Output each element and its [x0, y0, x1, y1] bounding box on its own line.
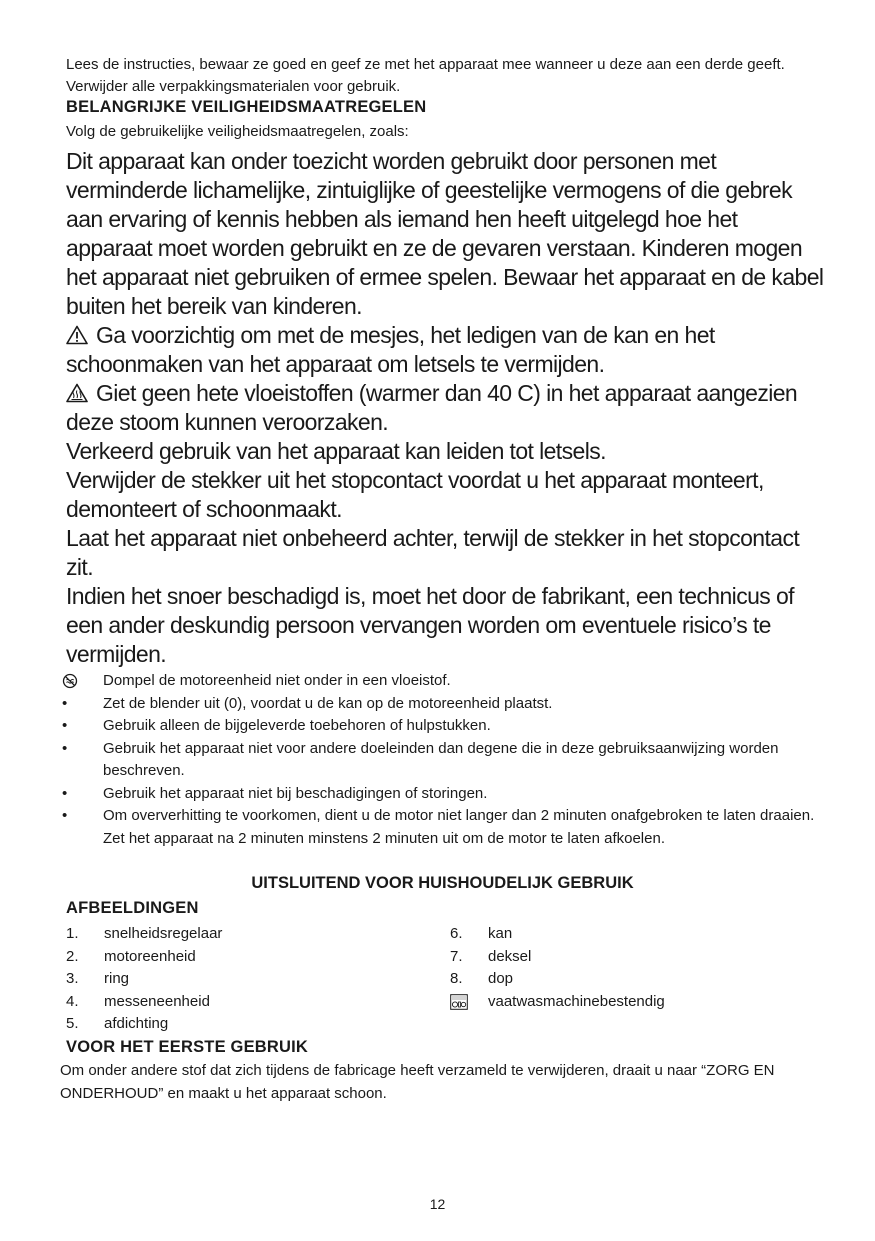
unattended-warning: Laat het apparaat niet onbeheerd achter, terwijl de stekker in het stopcontact zit.	[66, 525, 800, 580]
bullet: •	[62, 739, 68, 757]
list-item-text: Om oververhitting te voorkomen, dient u de motor niet langer dan 2 minuten onafgebroken te laten draaien. Zet het apparaat na 2 minuten minstens 2 minuten uit om de motor te laten afkoelen.	[103, 807, 815, 847]
part-label: ring	[104, 970, 130, 987]
list-item	[62, 715, 822, 738]
part-label: motoreenheid	[104, 947, 196, 965]
bullet: •	[62, 717, 68, 734]
safety-list	[62, 670, 822, 850]
part-number: 1.	[66, 925, 79, 942]
part-label: snelheidsregelaar	[104, 925, 223, 942]
part-item	[450, 923, 810, 946]
bullet: •	[62, 694, 68, 712]
part-item	[66, 946, 426, 969]
warning-triangle-icon	[66, 325, 88, 345]
cord-warning: Indien het snoer beschadigd is, moet het door de fabrikant, een technicus of een ander deskundig persoon vervangen worden om eventuele risico’s te vermijden.	[66, 583, 794, 667]
supervision-warning: Dit apparaat kan onder toezicht worden gebruikt door personen met verminderde lichamelijke, zintuiglijke of geestelijke vermogens of die gebrek aan ervaring of kennis hebben als iemand hen heeft uitgelegd hoe het apparaat moet worden gebruikt en ze de gevaren verstaan. Kinderen mogen het apparaat niet gebruiken of ermee spelen. Bewaar het apparaat en de kabel buiten het bereik van kinderen.	[66, 148, 824, 319]
list-item-text: Gebruik alleen de bijgeleverde toebehoren of hulpstukken.	[103, 717, 491, 734]
part-label: messeneenheid	[104, 992, 210, 1010]
list-item-text: Dompel de motoreenheid niet onder in een vloeistof.	[103, 672, 451, 689]
list-item-text: Zet de blender uit (0), voordat u de kan op de motoreenheid plaatst.	[103, 694, 553, 712]
figures-heading: AFBEELDINGEN	[66, 899, 199, 917]
part-number: 4.	[66, 992, 79, 1010]
part-label: vaatwasmachinebestendig	[488, 992, 665, 1010]
hot-liquid-warning-text: Giet geen hete vloeistoffen (warmer dan 40 C) in het apparaat aangezien deze stoom kunnen veroorzaken.	[66, 380, 798, 435]
dishwasher-safe-icon	[450, 994, 468, 1010]
list-item	[62, 805, 822, 850]
list-item-text: Gebruik het apparaat niet bij beschadigingen of storingen.	[103, 784, 488, 802]
bullet: •	[62, 784, 68, 802]
no-immerse-icon	[62, 673, 78, 689]
parts-list-left	[66, 923, 426, 1036]
first-use-paragraph	[60, 1060, 840, 1105]
blade-warning	[66, 321, 826, 379]
list-item	[62, 738, 822, 783]
part-number: 2.	[66, 947, 79, 965]
part-item	[66, 1013, 426, 1036]
list-item	[62, 693, 822, 716]
safety-heading: BELANGRIJKE VEILIGHEIDSMAATREGELEN	[66, 98, 427, 116]
blade-warning-text: Ga voorzichtig om met de mesjes, het ledigen van de kan en het schoonmaken van het apparaat om letsels te vermijden.	[66, 322, 715, 377]
part-item	[66, 968, 426, 991]
list-item-text: Gebruik het apparaat niet voor andere doeleinden dan degene die in deze gebruiksaanwijzing worden beschreven.	[103, 739, 779, 779]
part-number: 6.	[450, 925, 463, 942]
part-item	[450, 991, 810, 1014]
part-item	[450, 946, 810, 969]
page-number: 12	[429, 1196, 446, 1212]
misuse-warning: Verkeerd gebruik van het apparaat kan leiden tot letsels.	[66, 438, 606, 464]
intro-paragraph	[66, 54, 826, 98]
unplug-warning: Verwijder de stekker uit het stopcontact voordat u het apparaat monteert, demonteert of schoonmaakt.	[66, 467, 764, 522]
intro-text: Lees de instructies, bewaar ze goed en geef ze met het apparaat mee wanneer u deze aan een derde geeft. Verwijder alle verpakkingsmaterialen voor gebruik.	[66, 56, 785, 95]
safety-subheading: Volg de gebruikelijke veiligheidsmaatregelen, zoals:	[66, 123, 409, 140]
hot-surface-warning-icon	[66, 383, 88, 403]
part-number: 3.	[66, 970, 79, 987]
list-item	[62, 783, 822, 806]
part-label: dop	[488, 970, 514, 987]
part-number: 5.	[66, 1015, 79, 1032]
part-number: 7.	[450, 947, 463, 965]
part-item	[450, 968, 810, 991]
first-use-text: Om onder andere stof dat zich tijdens de fabricage heeft verzameld te verwijderen, draait u naar “ZORG EN ONDERHOUD” en maakt u het apparaat schoon.	[60, 1062, 775, 1102]
part-item	[66, 923, 426, 946]
part-number: 8.	[450, 970, 463, 987]
bullet: •	[62, 807, 68, 824]
first-use-heading: VOOR HET EERSTE GEBRUIK	[66, 1038, 309, 1056]
part-label: kan	[488, 925, 513, 942]
household-only-notice: UITSLUITEND VOOR HUISHOUDELIJK GEBRUIK	[251, 874, 634, 892]
part-item	[66, 991, 426, 1014]
safety-warnings	[66, 147, 826, 669]
parts-list-right	[450, 923, 810, 1013]
hot-liquid-warning	[66, 379, 826, 437]
list-item	[62, 670, 822, 693]
part-label: deksel	[488, 947, 532, 965]
part-label: afdichting	[104, 1015, 169, 1032]
